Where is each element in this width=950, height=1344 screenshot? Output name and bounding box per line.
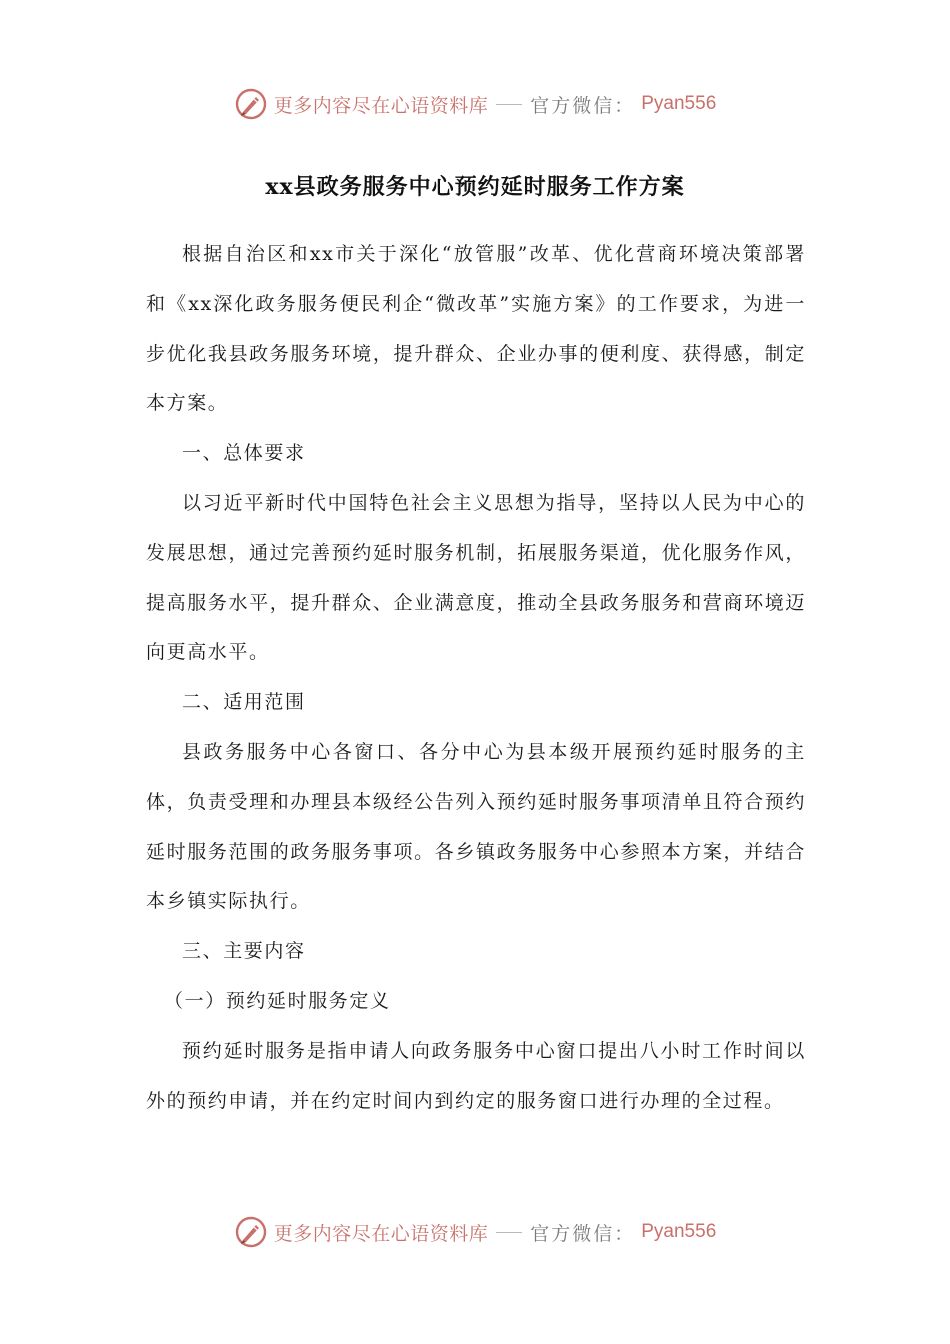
pen-circle-logo-icon	[234, 1215, 268, 1249]
paragraph-intro: 根据自治区和xx市关于深化“放管服”改革、优化营商环境决策部署和《xx深化政务服务便民利企“微改革”实施方案》的工作要求，为进一步优化我县政务服务环境，提升群众、企业办事的便利度、获得感，制定本方案。	[146, 243, 806, 415]
document-body	[146, 230, 806, 1126]
pen-circle-logo-icon	[234, 87, 268, 121]
section-heading-main-content: 三、主要内容	[182, 940, 306, 963]
watermark-wechat-id: Pyan556	[641, 1221, 717, 1242]
header-watermark	[0, 84, 950, 124]
section-heading-general-requirements: 一、总体要求	[182, 442, 306, 465]
watermark-official-label: 官方微信：	[530, 1222, 636, 1245]
watermark-brand-text: 更多内容尽在心语资料库	[273, 94, 489, 117]
watermark-dash	[496, 1232, 522, 1233]
paragraph-definition: 预约延时服务是指申请人向政务服务中心窗口提出八小时工作时间以外的预约申请，并在约定时间内到约定的服务窗口进行办理的全过程。	[146, 1039, 806, 1112]
subsection-heading-definition: （一）预约延时服务定义	[164, 989, 391, 1012]
document-title: xx县政务服务中心预约延时服务工作方案	[265, 174, 685, 200]
footer-watermark	[0, 1212, 950, 1252]
section-heading-scope: 二、适用范围	[182, 691, 306, 714]
watermark-brand-text: 更多内容尽在心语资料库	[273, 1222, 489, 1245]
watermark-official-label: 官方微信：	[530, 94, 636, 117]
paragraph-general-requirements: 以习近平新时代中国特色社会主义思想为指导，坚持以人民为中心的发展思想，通过完善预约延时服务机制，拓展服务渠道，优化服务作风，提高服务水平，提升群众、企业满意度，推动全县政务服务和营商环境迈向更高水平。	[146, 491, 806, 664]
watermark-wechat-id: Pyan556	[641, 93, 717, 114]
paragraph-scope: 县政务服务中心各窗口、各分中心为县本级开展预约延时服务的主体，负责受理和办理县本级经公告列入预约延时服务事项清单且符合预约延时服务范围的政务服务事项。各乡镇政务服务中心参照本方案，并结合本乡镇实际执行。	[146, 740, 806, 913]
watermark-dash	[496, 104, 522, 105]
